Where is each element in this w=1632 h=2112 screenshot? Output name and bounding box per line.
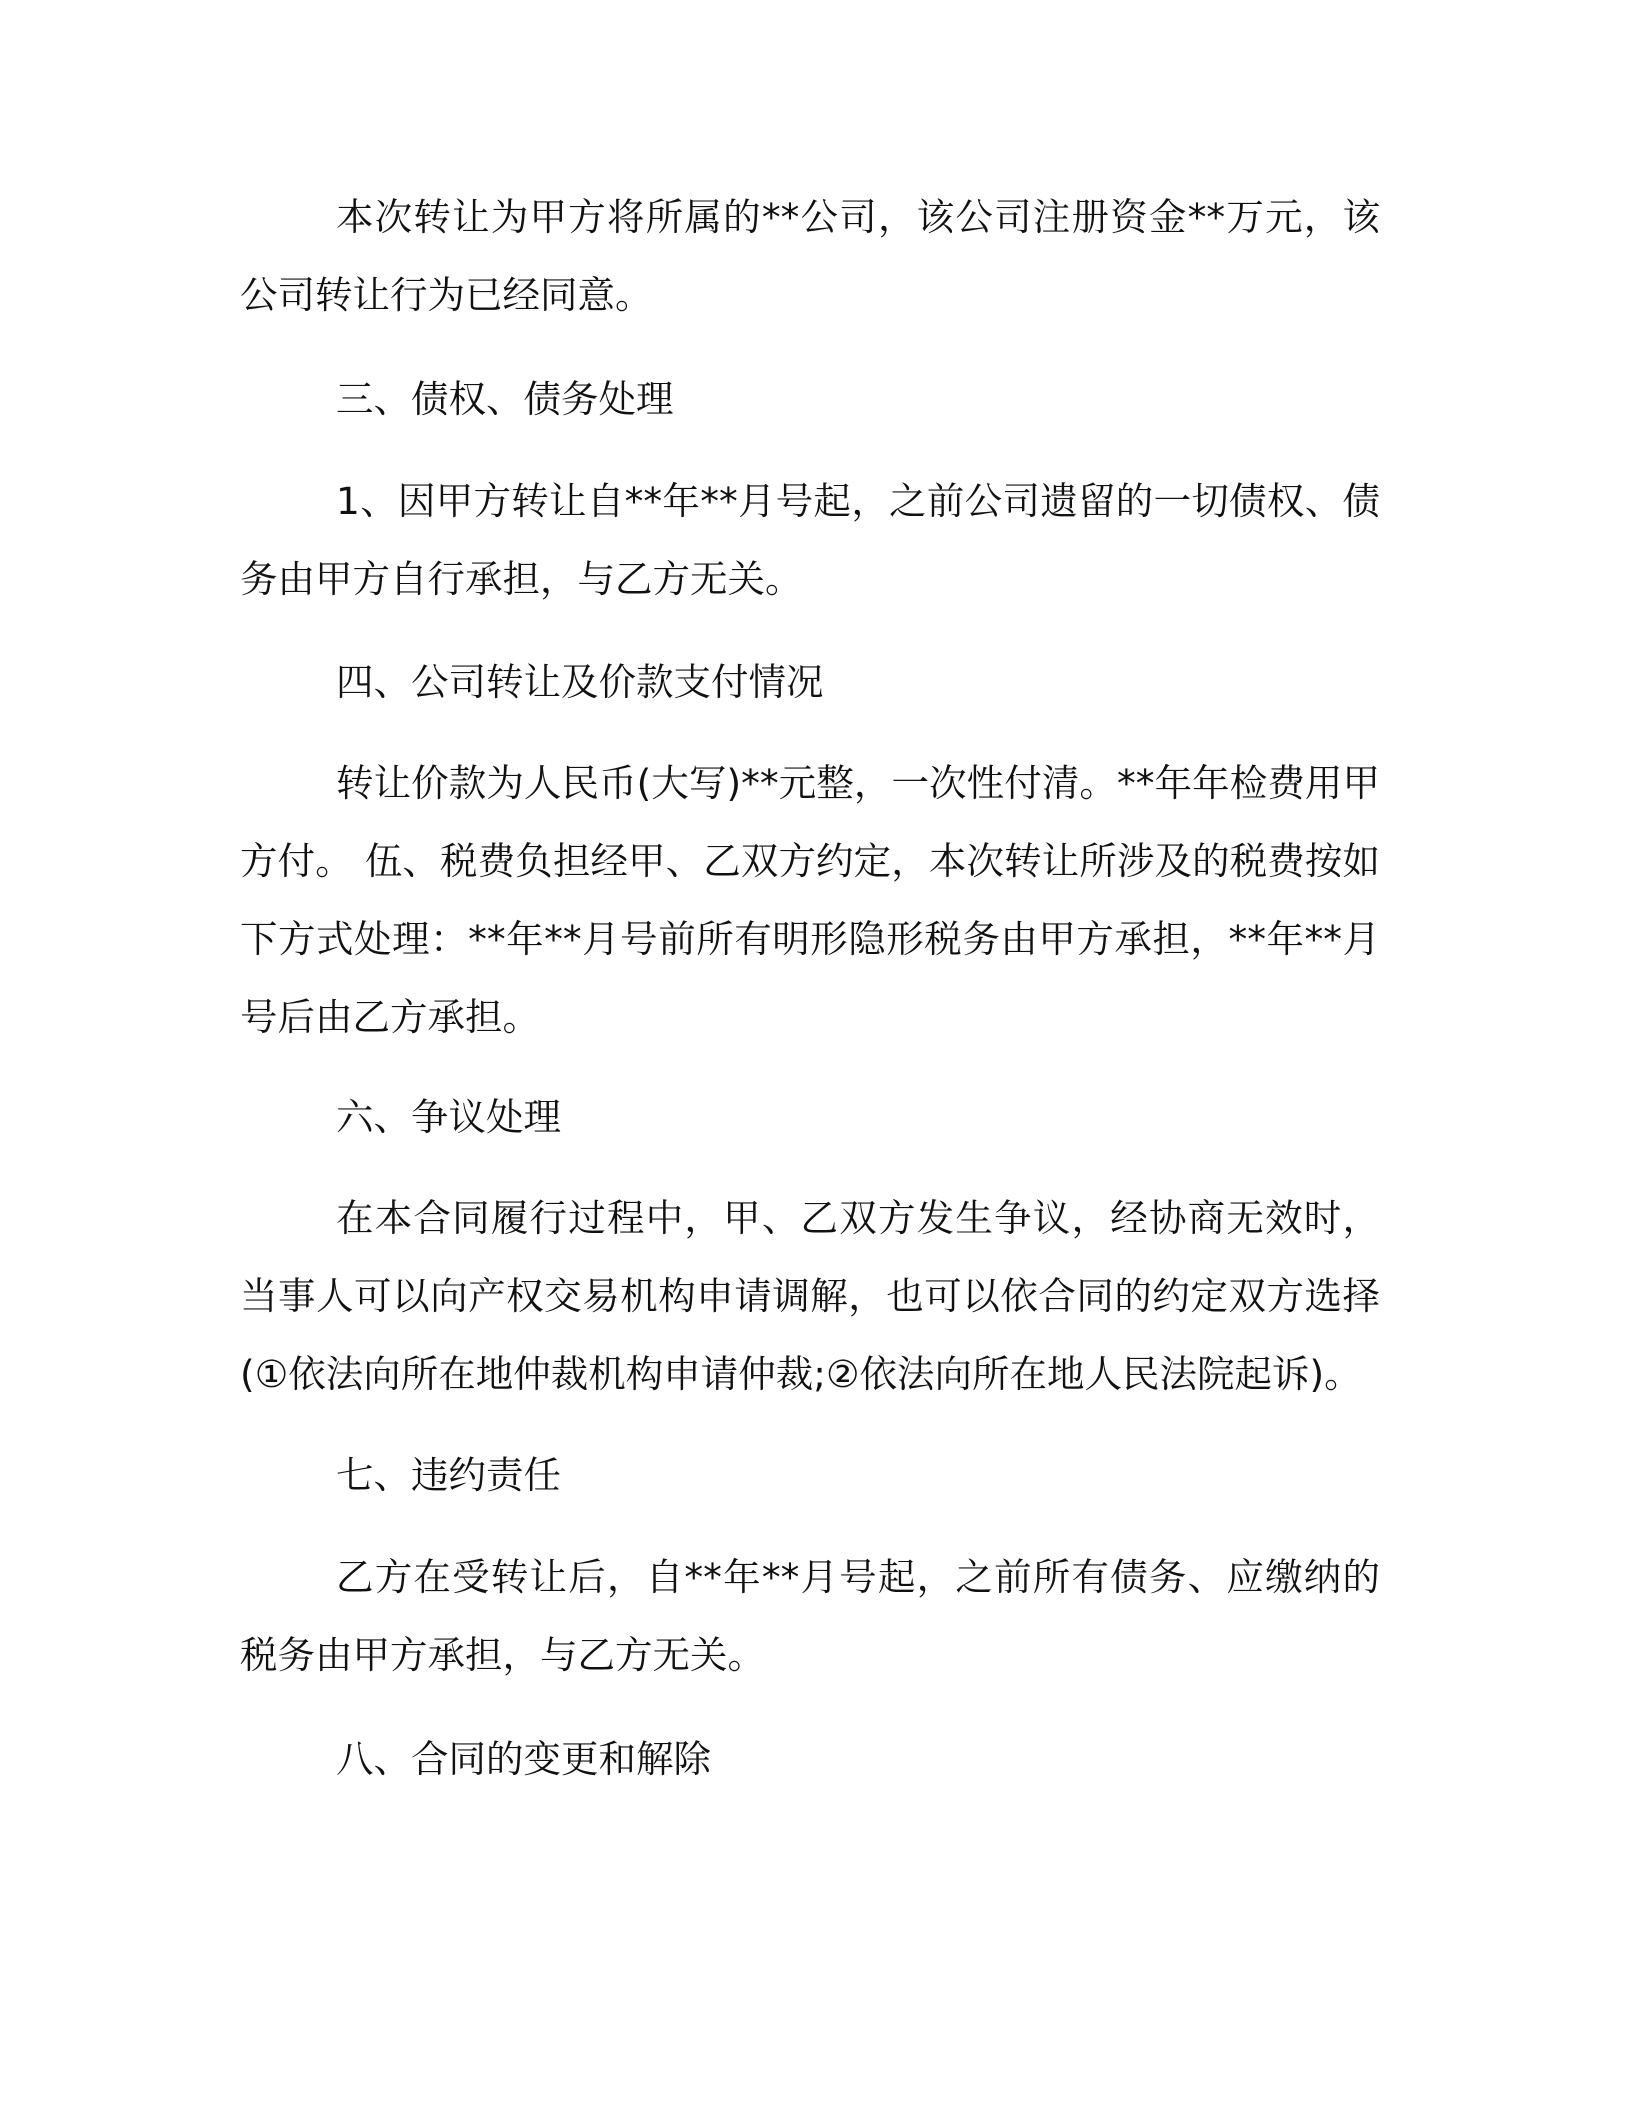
paragraph-transfer-scope: 本次转让为甲方将所属的**公司，该公司注册资金**万元，该公司转让行为已经同意。 [240, 195, 1380, 317]
paragraph-dispute-resolution: 在本合同履行过程中，甲、乙双方发生争议，经协商无效时，当事人可以向产权交易机构申请调解，也可以依合同的约定双方选择 (①依法向所在地仲裁机构申请仲裁;②依法向所在地人民法院起诉)。 [240, 1196, 1380, 1396]
heading-section-7-liability: 七、违约责任 [336, 1453, 561, 1497]
heading-section-8-amendment: 八、合同的变更和解除 [336, 1737, 711, 1781]
heading-section-6-disputes: 六、争议处理 [336, 1095, 561, 1139]
paragraph-payment-and-taxes: 转让价款为人民币(大写)**元整，一次性付清。**年年检费用甲方付。 伍、税费负担经甲、乙双方约定，本次转让所涉及的税费按如下方式处理：**年**月号前所有明形隐形税务由甲方承担，**年**月号后由乙方承担。 [240, 761, 1380, 1039]
heading-section-4-payment: 四、公司转让及价款支付情况 [336, 660, 824, 704]
heading-section-3-debts: 三、债权、债务处理 [336, 377, 674, 421]
paragraph-liability: 乙方在受转让后，自**年**月号起，之前所有债务、应缴纳的税务由甲方承担，与乙方无关。 [240, 1555, 1380, 1677]
paragraph-debt-handling: 1、因甲方转让自**年**月号起，之前公司遗留的一切债权、债务由甲方自行承担，与乙方无关。 [240, 479, 1380, 601]
